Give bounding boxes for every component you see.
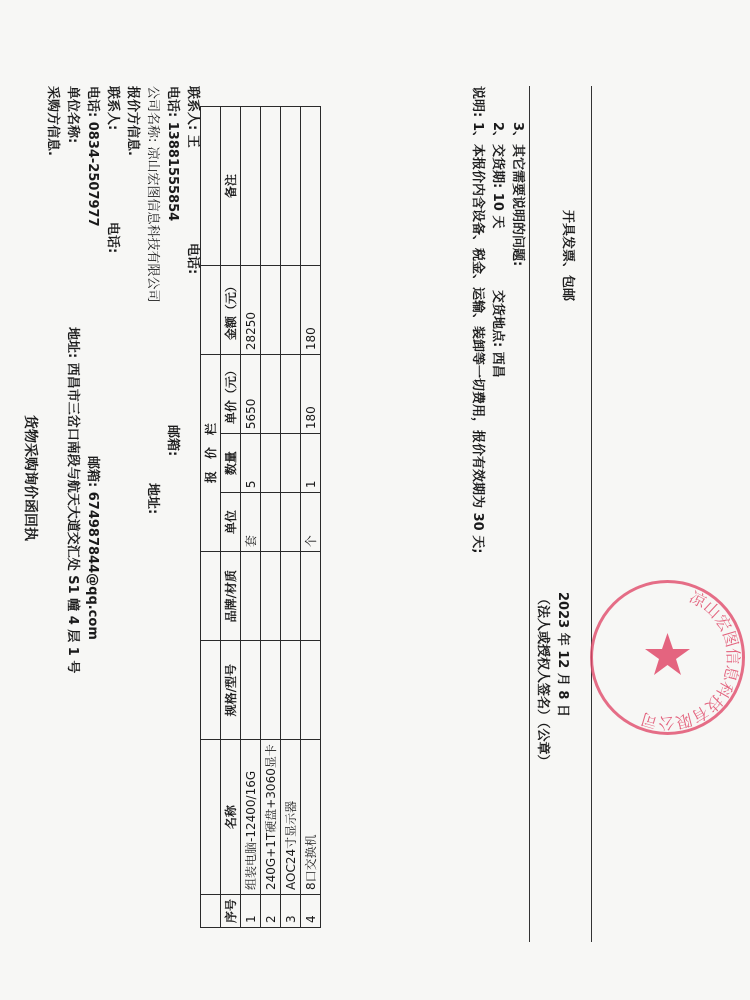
buyer-phone2: 电话: — [105, 222, 120, 254]
buyer-heading: 采购方信息. — [45, 86, 60, 156]
divider — [591, 86, 592, 942]
sign-label: （法人或授权人签名）（公章） — [535, 592, 550, 768]
notes-label: 说明: — [470, 86, 485, 118]
buyer-address: 地址: 西昌市三岔口南段与航天大道交汇处 S1 幢 4 层 1 号 — [65, 327, 80, 674]
document-title: 货物采购询价函回执 — [22, 415, 38, 541]
seal-star-icon — [645, 633, 690, 675]
divider — [529, 86, 530, 942]
quoter-company: 公司名称: 凉山宏图信息科技有限公司 — [145, 86, 160, 303]
col-header-unit: 单位 — [221, 493, 241, 552]
table-row: 3 AOC24寸显示器 — [281, 107, 301, 928]
col-header-spec: 规格/型号 — [221, 641, 241, 740]
col-header-no: 序号 — [221, 894, 241, 927]
note-1: 1、本报价内含设备、税金、运输、装卸等一切费用，报价有效期为 30 天; — [470, 122, 485, 554]
col-header-name: 名称 — [221, 740, 241, 895]
table-row: 4 8口交换机 个 1 180 180 — [301, 107, 321, 928]
quoter-contact: 联系人: 王 — [185, 86, 200, 148]
note-4: 开具发票、包邮 — [560, 210, 575, 302]
note-2: 2、交货期: 10 天 — [490, 122, 505, 229]
buyer-unit-label: 单位名称: — [65, 86, 80, 144]
note-3: 3、其它需要说明的问题: — [510, 122, 525, 267]
seal-text: 凉山宏图信息科技有限公司 — [638, 587, 743, 733]
company-seal — [585, 575, 750, 740]
quoter-phone2: 电话: — [185, 243, 200, 275]
col-header-qty: 数量 — [221, 434, 241, 493]
col-header-note: 备注 — [221, 107, 241, 266]
note-2-location: 交货地点: 西昌 — [490, 290, 505, 378]
quote-table-wrap — [200, 80, 320, 928]
col-header-brand: 品牌/材质 — [221, 552, 241, 641]
col-header-price: 单价（元） — [221, 355, 241, 434]
col-header-amount: 金额（元） — [221, 266, 241, 355]
table-row: 1 组装电脑-12400/16G 套 5 5650 28250 — [241, 107, 261, 928]
quote-table — [200, 106, 321, 928]
buyer-email: 邮箱: 674987844@qq.com — [85, 456, 100, 640]
quoter-heading: 报价方信息. — [125, 86, 140, 156]
sign-date: 2023 年 12 月 8 日 — [555, 592, 570, 717]
table-group-header-row — [201, 107, 221, 928]
buyer-contact: 联系人: — [105, 86, 120, 131]
quoter-phone: 电话: 13881555854 — [165, 86, 180, 222]
quoter-email: 邮箱: — [165, 425, 180, 457]
table-group-header: 报 价 栏 — [201, 355, 221, 552]
buyer-phone: 电话: 0834-2507977 — [85, 86, 100, 227]
table-row: 2 240G+1T硬盘+3060显卡 — [261, 107, 281, 928]
quoter-address: 地址: — [145, 483, 160, 515]
table-header-row — [221, 107, 241, 928]
